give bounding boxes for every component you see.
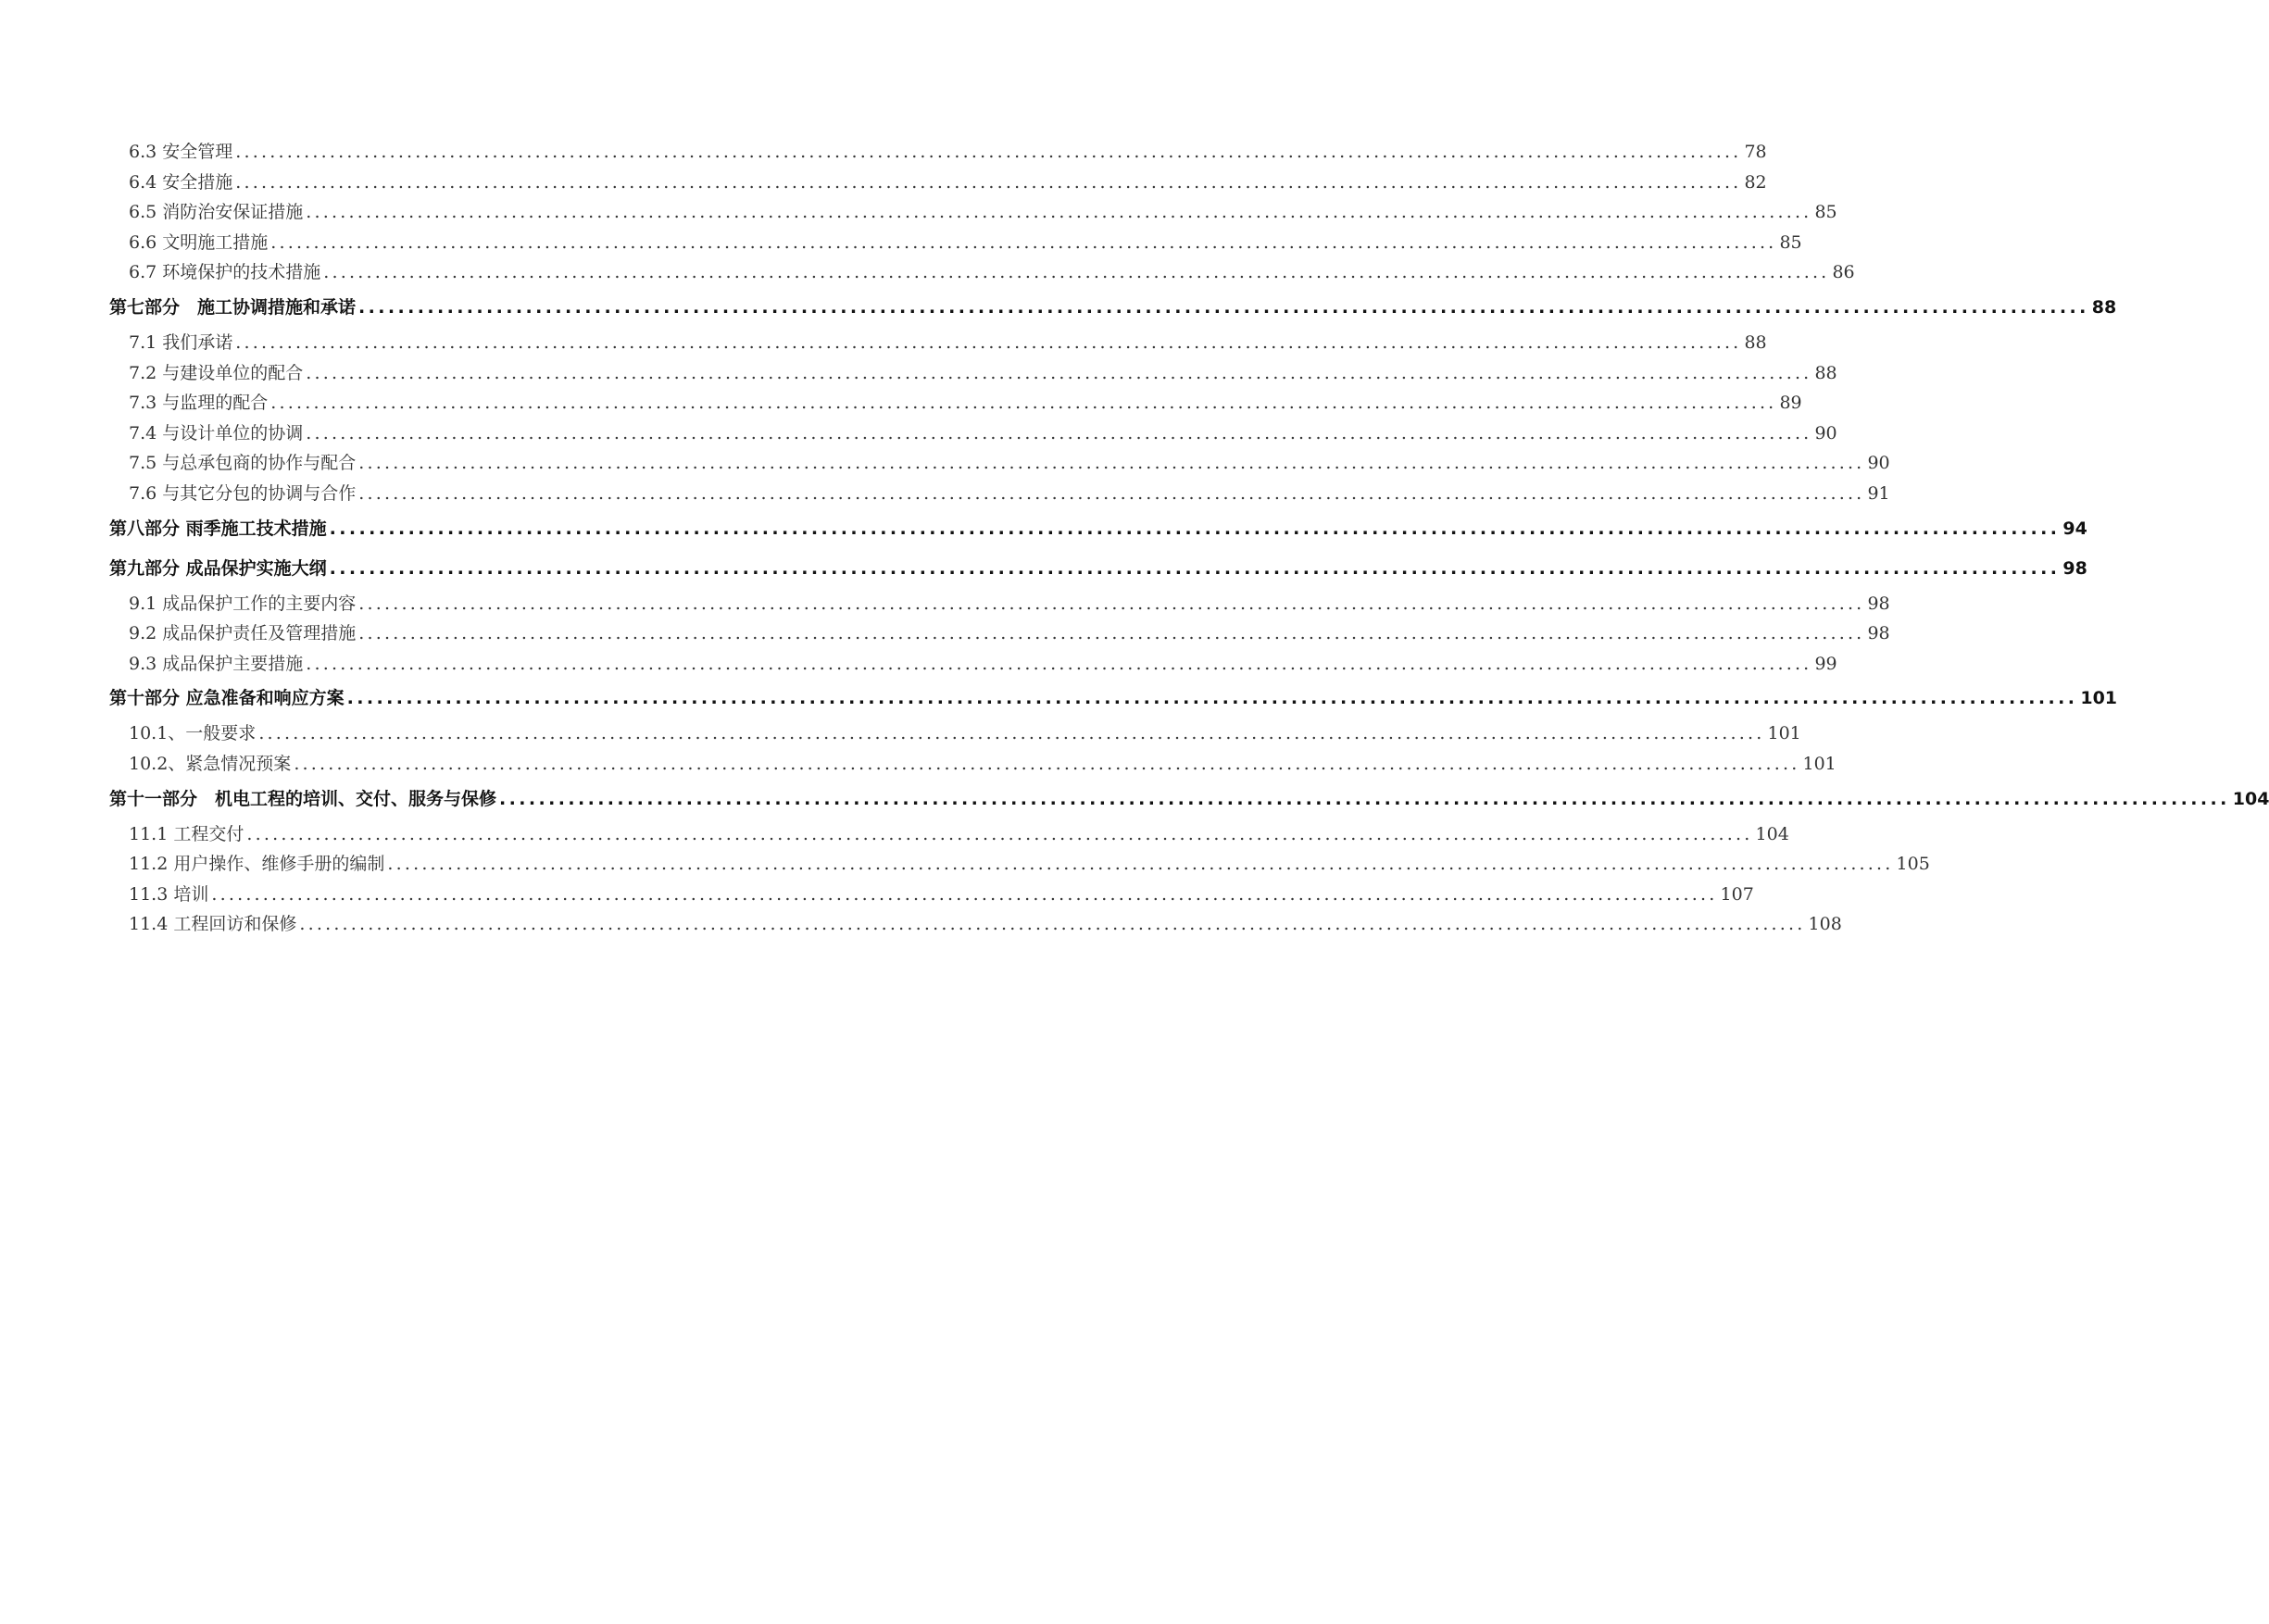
toc-entry-10-2[interactable] [109, 749, 1837, 780]
toc-entry-10-1[interactable] [109, 718, 1801, 749]
toc-entry-page: 99 [1814, 653, 1837, 674]
toc-entry-page: 101 [1802, 753, 1837, 774]
toc-part-page: 88 [2091, 296, 2117, 318]
toc-part-label: 第十一部分 机电工程的培训、交付、服务与保修 [109, 788, 497, 809]
toc-part-11[interactable] [109, 780, 2269, 819]
toc-entry-label: 7.2 与建设单位的配合 [129, 362, 304, 383]
toc-entry-11-1[interactable] [109, 819, 1789, 850]
toc-part-page: 98 [2062, 557, 2087, 579]
toc-part-page: 101 [2080, 688, 2118, 709]
dot-leader: ................................................................................................................................................................................ [358, 593, 1865, 614]
toc-entry-page: 78 [1744, 142, 1767, 162]
dot-leader: ................................................................................................................................................................................ [270, 231, 1777, 253]
toc-entry-page: 88 [1814, 362, 1837, 383]
toc-entry-label: 11.1 工程交付 [129, 823, 244, 844]
dot-leader: ................................................................................................................................................................................ [323, 262, 1830, 283]
toc-entry-page: 98 [1867, 593, 1890, 614]
toc-entry-9-1[interactable] [109, 589, 1890, 619]
toc-entry-page: 90 [1814, 422, 1837, 443]
toc-entry-7-6[interactable] [109, 479, 1890, 509]
toc-entry-6-7[interactable] [109, 257, 1855, 288]
toc-entry-6-6[interactable] [109, 228, 1802, 258]
toc-entry-label: 11.4 工程回访和保修 [129, 914, 297, 935]
toc-entry-page: 108 [1808, 914, 1842, 935]
toc-entry-label: 7.1 我们承诺 [129, 331, 233, 353]
toc-entry-7-1[interactable] [109, 328, 1767, 358]
toc-entry-7-2[interactable] [109, 358, 1837, 389]
table-of-contents [109, 137, 2269, 940]
toc-entry-page: 107 [1720, 883, 1754, 905]
toc-entry-label: 11.3 培训 [129, 883, 209, 905]
toc-entry-page: 101 [1767, 723, 1801, 744]
toc-entry-page: 105 [1896, 854, 1930, 875]
toc-part-label: 第九部分 成品保护实施大纲 [109, 557, 327, 579]
toc-entry-label: 11.2 用户操作、维修手册的编制 [129, 854, 385, 875]
dot-leader: ................................................................................................................................................................................ [306, 202, 1812, 223]
toc-part-label: 第八部分 雨季施工技术措施 [109, 518, 327, 539]
toc-entry-label: 6.3 安全管理 [129, 142, 233, 162]
toc-entry-label: 6.5 消防治安保证措施 [129, 202, 304, 223]
toc-entry-page: 88 [1744, 331, 1767, 353]
toc-entry-9-3[interactable] [109, 649, 1837, 680]
dot-leader: ................................................................................................................................................................................ [329, 557, 2061, 579]
dot-leader: ................................................................................................................................................................................ [299, 914, 1806, 935]
toc-part-label: 第十部分 应急准备和响应方案 [109, 688, 345, 709]
toc-entry-6-5[interactable] [109, 197, 1837, 228]
dot-leader: ................................................................................................................................................................................ [270, 393, 1777, 414]
toc-entry-page: 89 [1779, 393, 1802, 414]
dot-leader: ................................................................................................................................................................................ [211, 883, 1718, 905]
toc-part-page: 94 [2062, 518, 2087, 539]
toc-entry-label: 6.7 环境保护的技术措施 [129, 262, 321, 283]
toc-entry-7-3[interactable] [109, 388, 1802, 418]
toc-entry-label: 7.4 与设计单位的协调 [129, 422, 304, 443]
dot-leader: ................................................................................................................................................................................ [306, 422, 1812, 443]
toc-entry-11-4[interactable] [109, 909, 1842, 940]
toc-entry-label: 7.5 与总承包商的协作与配合 [129, 453, 357, 474]
toc-part-9[interactable] [109, 549, 2087, 589]
toc-entry-9-2[interactable] [109, 618, 1890, 649]
dot-leader: ................................................................................................................................................................................ [306, 362, 1812, 383]
toc-entry-page: 90 [1867, 453, 1890, 474]
toc-entry-6-3[interactable] [109, 137, 1767, 168]
toc-entry-label: 7.3 与监理的配合 [129, 393, 269, 414]
dot-leader: ................................................................................................................................................................................ [235, 142, 1742, 162]
dot-leader: ................................................................................................................................................................................ [258, 723, 1765, 744]
dot-leader: ................................................................................................................................................................................ [294, 753, 1800, 774]
toc-entry-page: 86 [1832, 262, 1855, 283]
dot-leader: ................................................................................................................................................................................ [358, 623, 1865, 644]
toc-entry-page: 85 [1779, 231, 1802, 253]
dot-leader: ................................................................................................................................................................................ [358, 296, 2089, 318]
toc-entry-label: 6.6 文明施工措施 [129, 231, 269, 253]
dot-leader: ................................................................................................................................................................................ [235, 331, 1742, 353]
toc-entry-11-2[interactable] [109, 849, 1930, 880]
toc-entry-label: 10.1、一般要求 [129, 723, 257, 744]
toc-entry-label: 10.2、紧急情况预案 [129, 753, 292, 774]
dot-leader: ................................................................................................................................................................................ [246, 823, 1753, 844]
dot-leader: ................................................................................................................................................................................ [358, 482, 1865, 504]
dot-leader: ................................................................................................................................................................................ [499, 788, 2230, 809]
toc-part-7[interactable] [109, 288, 2117, 328]
dot-leader: ................................................................................................................................................................................ [235, 171, 1742, 193]
toc-entry-label: 9.1 成品保护工作的主要内容 [129, 593, 357, 614]
toc-entry-6-4[interactable] [109, 168, 1767, 198]
toc-entry-page: 104 [1755, 823, 1789, 844]
toc-entry-label: 9.2 成品保护责任及管理措施 [129, 623, 357, 644]
dot-leader: ................................................................................................................................................................................ [329, 518, 2061, 539]
toc-part-label: 第七部分 施工协调措施和承诺 [109, 296, 357, 318]
toc-entry-11-3[interactable] [109, 880, 1754, 910]
toc-entry-page: 82 [1744, 171, 1767, 193]
dot-leader: ................................................................................................................................................................................ [358, 453, 1865, 474]
toc-entry-label: 9.3 成品保护主要措施 [129, 653, 304, 674]
toc-entry-label: 6.4 安全措施 [129, 171, 233, 193]
toc-entry-page: 98 [1867, 623, 1890, 644]
toc-entry-7-5[interactable] [109, 448, 1890, 479]
toc-entry-page: 91 [1867, 482, 1890, 504]
dot-leader: ................................................................................................................................................................................ [306, 653, 1812, 674]
dot-leader: ................................................................................................................................................................................ [387, 854, 1894, 875]
toc-entry-label: 7.6 与其它分包的协调与合作 [129, 482, 357, 504]
toc-part-page: 104 [2232, 788, 2269, 809]
toc-entry-7-4[interactable] [109, 418, 1837, 449]
dot-leader: ................................................................................................................................................................................ [346, 688, 2078, 709]
toc-part-8[interactable] [109, 509, 2087, 549]
toc-entry-page: 85 [1814, 202, 1837, 223]
toc-part-10[interactable] [109, 679, 2118, 718]
